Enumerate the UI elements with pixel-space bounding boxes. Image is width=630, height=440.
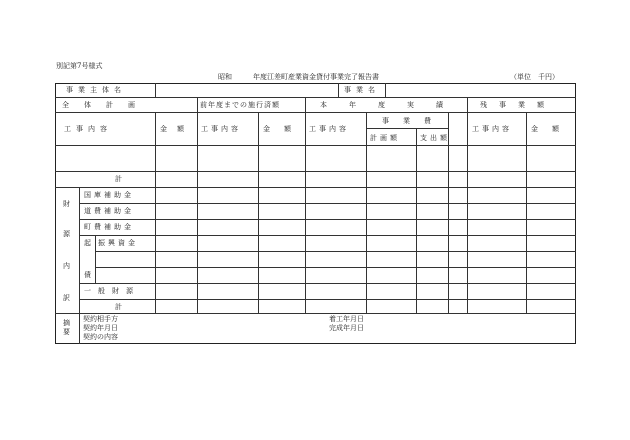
col-amount-2: 金額 (263, 125, 305, 133)
col-work-content-4: 工事内容 (472, 125, 512, 133)
col-plan-amount: 計画額 (370, 134, 400, 142)
remaining-header: 残事業額 (480, 101, 556, 109)
finance-side-char-4: 訳 (63, 294, 70, 302)
form-number: 別記第7号様式 (56, 62, 103, 70)
project-name-label: 事業名 (344, 86, 380, 94)
finance-side-char-2: 源 (63, 230, 70, 238)
prior-year-header: 前年度までの施行済額 (200, 101, 280, 109)
contract-date-label: 契約年月日 (83, 324, 118, 332)
finance-side-char-1: 財 (63, 200, 70, 208)
prefecture-subsidy-label: 道費補助金 (84, 207, 134, 215)
unit-label: （単位 千円） (510, 73, 559, 81)
remarks-char-2: 要 (63, 328, 70, 336)
kisai-char-1: 起 (84, 239, 91, 247)
start-date-label: 着工年月日 (329, 315, 364, 323)
promotion-fund-label: 振興資金 (98, 239, 138, 247)
contract-content-label: 契約の内容 (83, 333, 118, 341)
own-funds-label: 一般財源 (84, 287, 140, 295)
col-work-content-1: 工事内容 (64, 125, 112, 133)
completion-date-label: 完成年月日 (329, 324, 364, 332)
col-work-content-3: 工事内容 (309, 125, 349, 133)
remarks-char-1: 摘 (63, 319, 70, 327)
total-row-label: 計 (115, 175, 122, 183)
contractor-label: 契約相手方 (83, 315, 118, 323)
finance-total-label: 計 (115, 303, 122, 311)
overall-plan-header: 全体計画 (62, 101, 150, 109)
finance-side-char-3: 内 (63, 262, 70, 270)
kisai-char-2: 債 (84, 271, 91, 279)
national-subsidy-label: 国庫補助金 (84, 191, 134, 199)
col-work-content-2: 工事内容 (201, 125, 241, 133)
report-title: 年度江差町産業資金貸付事業完了報告書 (253, 73, 379, 81)
this-year-header: 本年度実績 (320, 101, 465, 109)
col-amount-4: 金額 (531, 125, 573, 133)
col-expenditure: 支出額 (420, 134, 450, 142)
col-project-cost: 事業費 (382, 117, 445, 125)
title-era: 昭和 (218, 73, 232, 81)
col-amount-1: 金額 (160, 125, 194, 133)
town-subsidy-label: 町費補助金 (84, 223, 134, 231)
entity-label: 事業主体名 (66, 86, 126, 94)
